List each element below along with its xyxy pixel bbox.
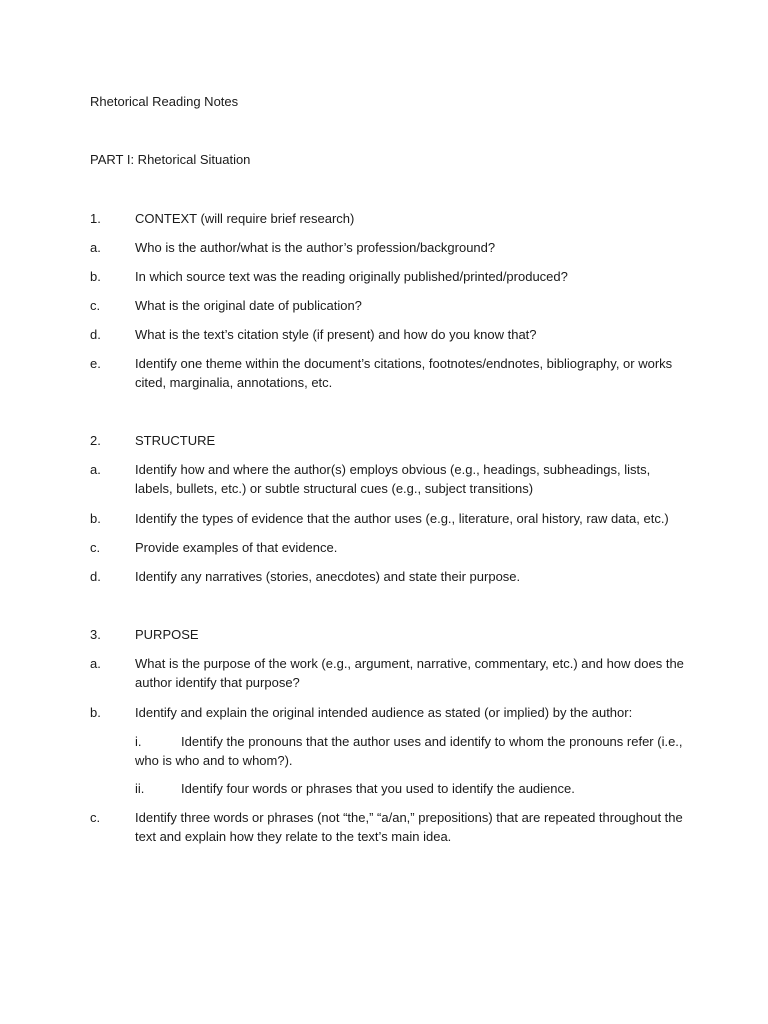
sub-list-item	[135, 732, 690, 770]
item-marker: b.	[90, 511, 101, 526]
section-heading-text: STRUCTURE	[135, 433, 216, 448]
section-number: 3.	[90, 627, 101, 642]
section-heading-context	[90, 209, 690, 228]
item-text: In which source text was the reading originally published/printed/produced?	[135, 269, 568, 284]
list-item	[90, 703, 690, 722]
item-marker: a.	[90, 656, 101, 671]
list-item	[90, 654, 690, 692]
item-text: What is the text’s citation style (if present) and how do you know that?	[135, 327, 537, 342]
item-text: What is the purpose of the work (e.g., argument, narrative, commentary, etc.) and how does the author identify that purpose?	[135, 656, 684, 690]
list-item	[90, 296, 690, 315]
section-number: 2.	[90, 433, 101, 448]
part-title: PART I: Rhetorical Situation	[90, 152, 251, 167]
list-item	[90, 808, 690, 846]
item-text: Who is the author/what is the author’s profession/background?	[135, 240, 496, 255]
item-text: Identify the types of evidence that the author uses (e.g., literature, oral history, raw data, etc.)	[135, 511, 669, 526]
section-heading-purpose	[90, 625, 690, 644]
sub-list-item	[135, 779, 690, 798]
item-text: Provide examples of that evidence.	[135, 540, 338, 555]
list-item	[90, 538, 690, 557]
list-item	[90, 325, 690, 344]
list-item	[90, 354, 690, 392]
item-marker: c.	[90, 810, 101, 825]
section-heading-text: CONTEXT (will require brief research)	[135, 211, 355, 226]
item-text: Identify any narratives (stories, anecdotes) and state their purpose.	[135, 569, 521, 584]
list-item	[90, 567, 690, 586]
list-item	[90, 509, 690, 528]
item-marker: b.	[90, 269, 101, 284]
item-text: What is the original date of publication?	[135, 298, 362, 313]
list-item	[90, 267, 690, 286]
item-marker: d.	[90, 327, 101, 342]
sub-item-text: Identify four words or phrases that you used to identify the audience.	[181, 781, 575, 796]
item-text: Identify and explain the original intended audience as stated (or implied) by the author:	[135, 705, 633, 720]
item-text: Identify how and where the author(s) employs obvious (e.g., headings, subheadings, lists, labels, bullets, etc.) or subtle structural cues (e.g., subject transitions)	[135, 462, 651, 496]
list-item	[90, 238, 690, 257]
item-text: Identify three words or phrases (not “the,” “a/an,” prepositions) that are repeated throughout the text and explain how they relate to the text’s main idea.	[135, 810, 683, 844]
section-number: 1.	[90, 211, 101, 226]
document-title: Rhetorical Reading Notes	[90, 94, 239, 109]
sub-item-text: Identify the pronouns that the author uses and identify to whom the pronouns refer (i.e., who is who and to whom?).	[135, 734, 683, 768]
sub-item-marker: ii.	[135, 781, 145, 796]
item-text: Identify one theme within the document’s citations, footnotes/endnotes, bibliography, or works cited, marginalia, annotations, etc.	[135, 356, 673, 390]
list-item	[90, 460, 690, 498]
item-marker: b.	[90, 705, 101, 720]
item-marker: c.	[90, 298, 101, 313]
item-marker: c.	[90, 540, 101, 555]
item-marker: a.	[90, 462, 101, 477]
sub-item-marker: i.	[135, 734, 142, 749]
section-heading-structure	[90, 431, 690, 450]
section-heading-text: PURPOSE	[135, 627, 199, 642]
item-marker: e.	[90, 356, 101, 371]
item-marker: a.	[90, 240, 101, 255]
item-marker: d.	[90, 569, 101, 584]
